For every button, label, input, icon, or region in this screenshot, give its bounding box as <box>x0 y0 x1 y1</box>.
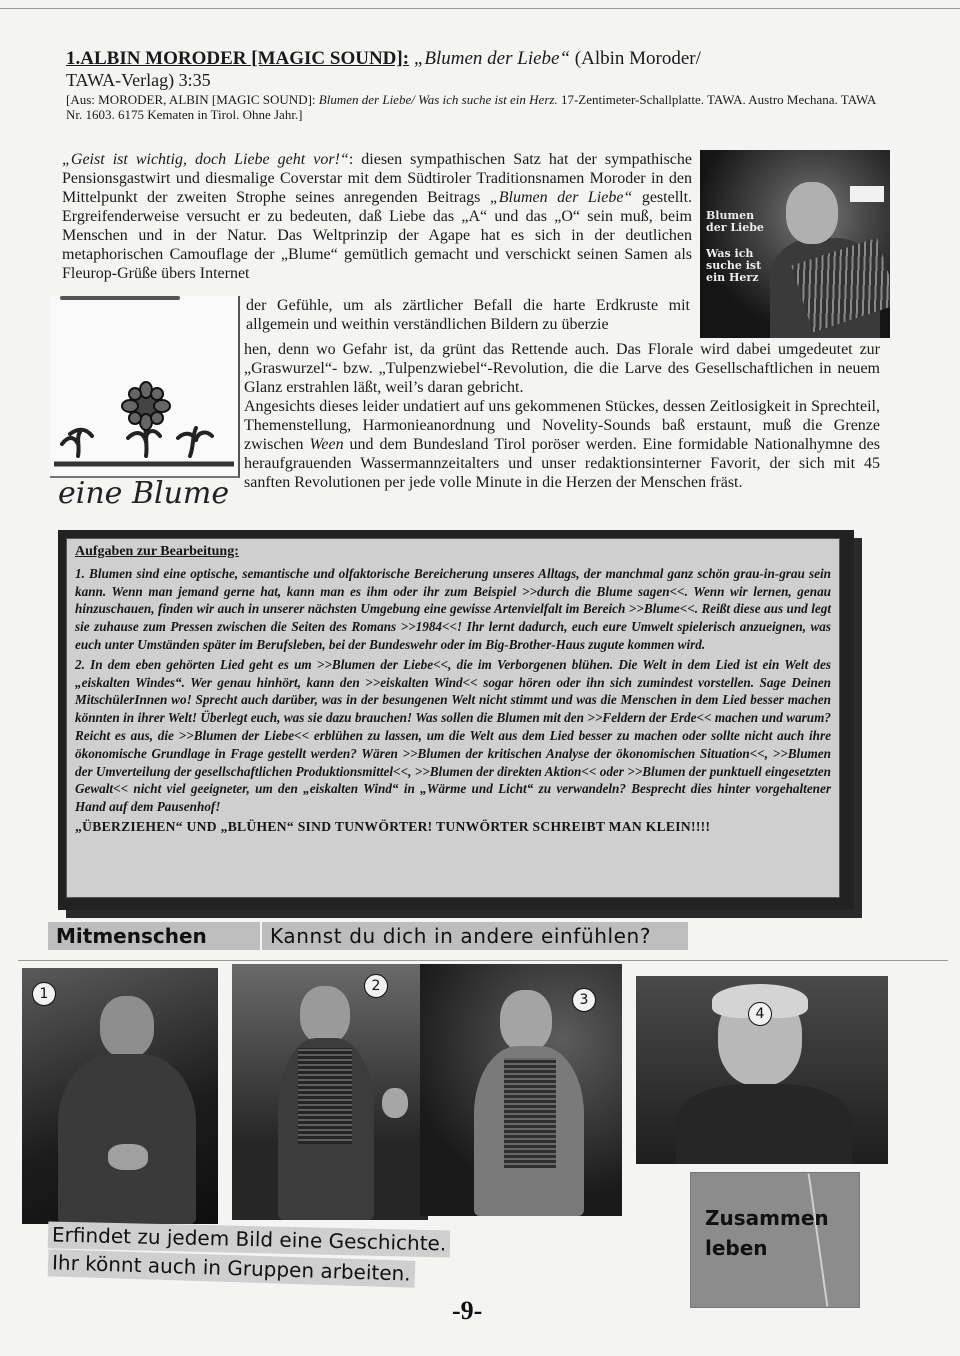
source-prefix: [Aus: MORODER, ALBIN [MAGIC SOUND]: <box>66 92 316 107</box>
top-rule <box>0 8 960 9</box>
article-paragraph-1 <box>62 150 692 283</box>
cover-subtitle: Was ich suche ist ein Herz <box>706 247 762 284</box>
artist-title: 1.ALBIN MORODER [MAGIC SOUND]: <box>66 48 410 69</box>
text: und dem Bundesland Tirol poröser werden. Eine formidable Nationalhymne des heraufgrauenden Wassermannzeitalters und unser redaktionsinterner Favorit, der sich mit 45 sanften Revolutionen per jede volle Minute in die Herzen der Menschen fräst. <box>244 436 881 491</box>
instruction-line-1: Erfindet zu jedem Bild eine Geschichte. <box>48 1221 451 1257</box>
song-header <box>66 48 886 122</box>
task-item-1: 1. Blumen sind eine optische, semantische und olfaktorische Bereicherung unseres Alltags, der manchmal ganz schön grau-in-grau sein kann. Wenn man jemand gerne hat, kann man es ihm oder ihr zum Beispiel >>durch die Blume sagen<<. Wenn wir lernen, genau hinzuschauen, finden wir auch in unserer nächsten Umgebung eine gewisse Artenvielfalt im Bereich >>Blume<<. Reißt diese aus und legt sie zuhause zum Pressen zwischen die Seiten des Romans >>1984<<! Ihr lernt dadurch, euch eure Umwelt spielerisch anzueignen, was euch unter Umständen später im Berufsleben, bei der Bundeswehr oder im Big-Brother-Haus zugute kommen wird. <box>75 565 831 652</box>
photo-3 <box>420 964 622 1216</box>
photo-4 <box>636 976 888 1164</box>
flower-caption: eine Blume <box>58 476 230 511</box>
article-paragraph-2: der Gefühle, um als zärtlicher Befall die harte Erdkruste mit allgemein und weithin verständlichen Bildern zu überzie <box>246 297 690 333</box>
quote: „Geist ist wichtig, doch Liebe geht vor!“ <box>62 151 349 168</box>
section-label: Mitmenschen <box>48 922 260 950</box>
publisher-open: (Albin Moroder/ <box>574 48 701 69</box>
flowers-illustration <box>50 296 238 476</box>
text: Angesichts dieses leider undatiert auf uns gekommenen Stückes, dessen Zeitlosigkeit in Sprechteil, Themenstellung, Harmonieanordnung und Novelity-Sounds baß erstaunt, muß die Grenze zwischen <box>244 398 880 453</box>
text: gestellt. Ergreifenderweise versucht er zu bedeuten, daß Liebe das „A“ und das „O“ sein muß, beim Menschen und in der Natur. Das Weltprinzip der Agape hat es sich in der deutlichen metaphorischen Camouflage der „Blume“ gemütlich gemacht und verschickt seinen Samen als Fleurop-Grüße übers Internet <box>62 189 693 282</box>
page-number: -9- <box>452 1296 483 1325</box>
text: hen, denn wo Gefahr ist, da grünt das Rettende auch. Das Florale wird dabei umgedeutet zur „Graswurzel“- bzw. „Tulpenzwiebel“-Revolution, die die Larve des Gesellschaftlichen in neuem Glanz erstrahlen läßt, weil’s daran gebricht. <box>244 341 880 396</box>
source-details: 17-Zentimeter-Schallplatte. TAWA. Austro Mechana. TAWA Nr. 1603. 6175 Kematen in Tirol. Ohne Jahr.] <box>66 92 876 122</box>
instruction-text <box>48 1222 494 1286</box>
instruction-line-2: Ihr könnt auch in Gruppen arbeiten. <box>48 1249 415 1288</box>
section-rule <box>18 960 948 961</box>
source-citation <box>66 92 886 122</box>
zusammen-text <box>705 1203 829 1263</box>
cover-figure-face <box>786 182 838 244</box>
zusammen-line-2: leben <box>705 1236 768 1260</box>
photo-number-4: 4 <box>748 1002 772 1026</box>
tasks-caps-line: „ÜBERZIEHEN“ UND „BLÜHEN“ SIND TUNWÖRTER! TUNWÖRTER SCHREIBT MAN KLEIN!!!! <box>75 818 711 834</box>
photo-2 <box>232 964 428 1220</box>
cover-title: Blumen der Liebe <box>706 209 764 234</box>
photo-1 <box>22 968 218 1224</box>
text: : diesen sympathischen Satz hat der sympathische Pensionsgastwirt und diesmalige Coverstar mit dem Südtiroler Traditionsnamen Moroder in den Mittelpunkt der zweiten Strophe seines anregenden Beitrags <box>62 151 693 206</box>
place-ween: Ween <box>309 436 344 453</box>
cover-sticker <box>850 186 884 202</box>
record-cover-image <box>700 150 890 338</box>
song-title: „Blumen der Liebe“ <box>413 48 571 69</box>
section-question: Kannst du dich in andere einfühlen? <box>262 922 688 950</box>
zusammen-line-1: Zusammen <box>705 1206 829 1230</box>
tasks-box <box>58 530 854 910</box>
photo-number-3: 3 <box>572 988 596 1012</box>
song-title-line <box>66 48 886 70</box>
article-paragraph-3 <box>244 340 880 492</box>
song-title-ref: „Blumen der Liebe“ <box>489 189 633 206</box>
task-item-2: 2. In dem eben gehörten Lied geht es um >>Blumen der Liebe<<, die im Verborgenen blühen. Die Welt in dem Lied ist ein Welt des „eiskalten Windes“. Wer genau hinhört, kann den >>eiskalten Wind<< sogar hören oder ihn sich zumindest vorstellen. Sage Deinen MitschülerInnen wo! Sprecht auch darüber, was in der besungenen Welt nicht stimmt und was die Menschen in dem Lied besser machen könnten in ihrer Welt! Überlegt euch, was sie dazu brauchen! Was sollen die Blumen mit den >>Feldern der Erde<< machen und warum? Reicht es aus, die >>Blumen der Liebe<< erblühen zu lassen, um die Welt aus dem Lied besser zu machen oder sollte nicht auch ihre ökonomische Grundlage in Frage gestellt werden? Wären >>Blumen der kritischen Analyse der ökonomischen Situation<<, >>Blumen der Umverteilung der gesellschaftlichen Produktionsmittel<<, >>Blumen der direkten Aktion<< oder >>Blumen der punktuell eingesetzten Gewalt<< nicht viel geeigneter, um den „eiskalten Wind“ in „Wärme und Licht“ zu verwandeln? Besprecht dies hinter vorgehaltener Hand auf dem Pausenhof! <box>75 656 831 815</box>
source-titles: Blumen der Liebe/ Was ich suche ist ein Herz. <box>318 92 558 107</box>
photo-number-2: 2 <box>364 974 388 998</box>
photo-number-1: 1 <box>32 982 56 1006</box>
flower-drawing <box>50 296 240 478</box>
publisher-duration: TAWA-Verlag) 3:35 <box>66 70 211 90</box>
zusammen-leben-label <box>690 1172 860 1308</box>
tasks-content <box>66 538 840 898</box>
tasks-heading: Aufgaben zur Bearbeitung: <box>75 544 239 559</box>
